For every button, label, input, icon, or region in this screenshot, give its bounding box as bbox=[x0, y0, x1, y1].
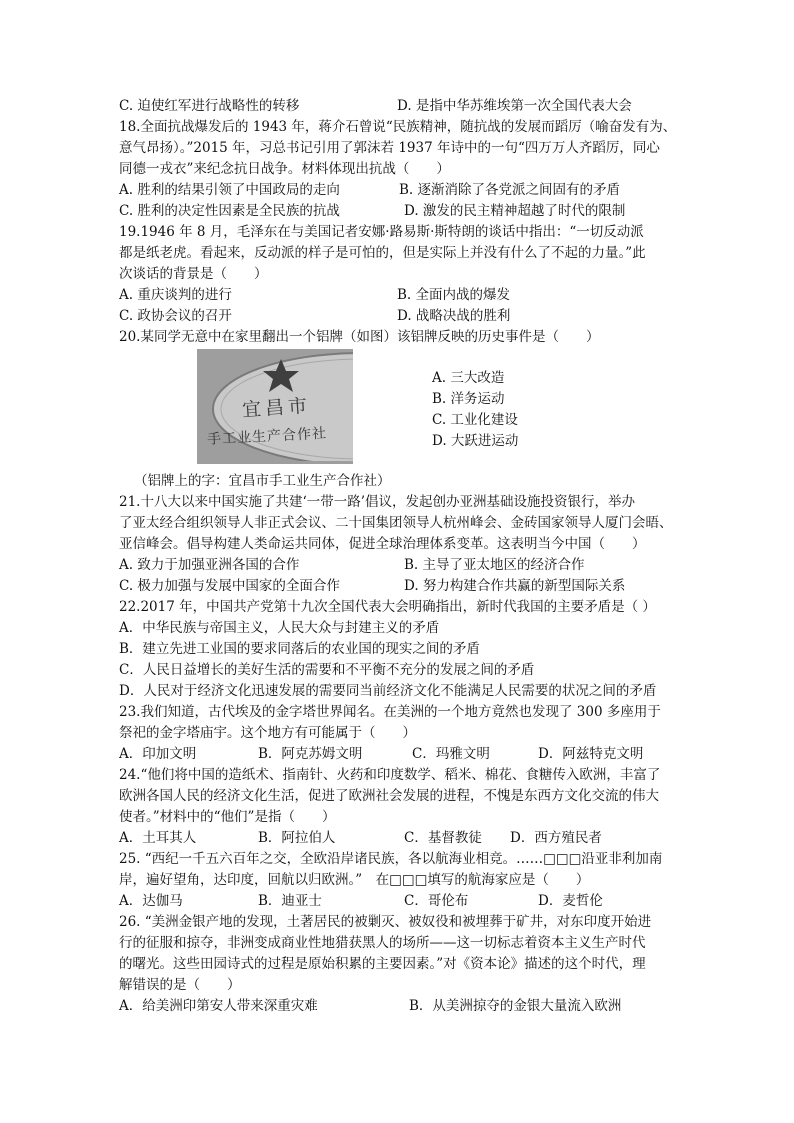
q21-stem-line: 亚信峰会。倡导构建人类命运共同体，促进全球治理体系变革。这表明当今中国（ ） bbox=[119, 536, 646, 552]
q25-option-a: A．达伽马 bbox=[119, 893, 183, 909]
q19-option-a: A. 重庆谈判的进行 bbox=[119, 287, 232, 303]
q23-option-a: A．印加文明 bbox=[119, 746, 197, 762]
q20-image-caption: （铝牌上的字：宜昌市手工业生产合作社） bbox=[134, 473, 391, 489]
q22-option-a: A．中华民族与帝国主义，人民大众与封建主义的矛盾 bbox=[119, 620, 440, 636]
q19-stem-line: 次谈话的背景是（ ） bbox=[119, 266, 268, 282]
q23-option-b: B．阿克苏姆文明 bbox=[258, 746, 363, 762]
q26-stem-line: 行的征服和掠夺，非洲变成商业性地猎获黑人的场所——这一切标志着资本主义生产时代 bbox=[119, 935, 646, 951]
q21-option-b: B. 主导了亚太地区的经济合作 bbox=[404, 557, 585, 573]
q21-option-d: D. 努力构建合作共赢的新型国际关系 bbox=[404, 578, 626, 594]
plate-inscription-line2: 手工业生产合作社 bbox=[206, 425, 328, 448]
q17-option-d: D. 是指中华苏维埃第一次全国代表大会 bbox=[397, 98, 632, 114]
q20-option-b: B. 洋务运动 bbox=[432, 391, 505, 407]
q25-stem-line: 25. “西纪一千五六百年之交，全欧沿岸诸民族，各以航海业相竞。……□□□沿亚非利加南 bbox=[119, 851, 663, 867]
q19-option-d: D. 战略决战的胜利 bbox=[397, 308, 511, 324]
q24-stem-line: 24.“他们将中国的造纸术、指南针、火药和印度数学、稻米、棉花、食糖传入欧洲，丰富了 bbox=[119, 767, 661, 783]
q21-stem-line: 21.十八大以来中国实施了共建‘一带一路’倡议，发起创办亚洲基础设施投资银行，举办 bbox=[119, 494, 636, 510]
q19-stem-line: 19.1946 年 8 月，毛泽东在与美国记者安娜·路易斯·斯特朗的谈话中指出：“一切反动派 bbox=[119, 224, 644, 240]
q25-option-c: C．哥伦布 bbox=[404, 893, 469, 909]
q26-option-a: A．给美洲印第安人带来深重灾难 bbox=[119, 998, 318, 1014]
q18-stem-line: 意气昂扬）。”2015 年，习总书记引用了郭沫若 1937 年诗中的一句“四万万人齐蹈厉，同心 bbox=[119, 140, 660, 156]
q23-option-c: C．玛雅文明 bbox=[412, 746, 490, 762]
q23-stem-line: 23.我们知道，古代埃及的金字塔世界闻名。在美洲的一个地方竟然也发现了 300 多座用于 bbox=[119, 704, 661, 720]
q23-option-d: D．阿兹特克文明 bbox=[538, 746, 644, 762]
q22-option-c: C．人民日益增长的美好生活的需要和不平衡不充分的发展之间的矛盾 bbox=[119, 662, 535, 678]
q19-stem-line: 都是纸老虎。看起来，反动派的样子是可怕的，但是实际上并没有什么了不起的力量。”此 bbox=[119, 245, 646, 261]
q21-stem-line: 了亚太经合组织领导人非正式会议、二十国集团领导人杭州峰会、金砖国家领导人厦门会晤、 bbox=[119, 515, 673, 531]
q22-option-b: B．建立先进工业国的要求同落后的农业国的现实之间的矛盾 bbox=[119, 641, 480, 657]
q24-option-b: B．阿拉伯人 bbox=[258, 830, 336, 846]
q20-option-d: D. 大跃进运动 bbox=[432, 433, 519, 449]
q25-option-b: B．迪亚士 bbox=[258, 893, 322, 909]
q24-stem-line: 欧洲各国人民的经济文化生活，促进了欧洲社会发展的进程，不愧是东西方文化交流的伟大 bbox=[119, 788, 659, 804]
q18-stem-line: 同德一戎衣”来纪念抗日战争。材料体现出抗战（ ） bbox=[119, 161, 450, 177]
q26-stem-line: 解错误的是（ ） bbox=[119, 977, 241, 993]
q22-stem-line: 22.2017 年，中国共产党第十九次全国代表大会明确指出，新时代我国的主要矛盾是（ ） bbox=[119, 599, 656, 615]
q18-option-a: A. 胜利的结果引领了中国政局的走向 bbox=[119, 182, 340, 198]
q24-option-c: C．基督教徒 bbox=[404, 830, 482, 846]
q19-option-c: C. 政协会议的召开 bbox=[119, 308, 232, 324]
q24-stem-line: 使者。”材料中的“他们”是指（ ） bbox=[119, 809, 336, 825]
q20-option-a: A. 三大改造 bbox=[432, 370, 505, 386]
q24-option-d: D．西方殖民者 bbox=[510, 830, 602, 846]
q18-option-d: D. 激发的民主精神超越了时代的限制 bbox=[404, 203, 626, 219]
q18-stem-line: 18.全面抗战爆发后的 1943 年，蒋介石曾说“民族精神，随抗战的发展而蹈厉（喻奋发有为、 bbox=[119, 119, 677, 135]
q25-option-d: D．麦哲伦 bbox=[538, 893, 603, 909]
q21-option-c: C. 极力加强与发展中国家的全面合作 bbox=[119, 578, 340, 594]
aluminum-plate-photo bbox=[197, 349, 353, 464]
q20-stem-line: 20.某同学无意中在家里翻出一个铝牌（如图）该铝牌反映的历史事件是（ ） bbox=[119, 329, 600, 345]
q18-option-c: C. 胜利的决定性因素是全民族的抗战 bbox=[119, 203, 340, 219]
q18-option-b: B. 逐渐消除了各党派之间固有的矛盾 bbox=[399, 182, 621, 198]
q26-stem-line: 的曙光。这些田园诗式的过程是原始积累的主要因素。”对《资本论》描述的这个时代，理 bbox=[119, 956, 646, 972]
q24-option-a: A．土耳其人 bbox=[119, 830, 197, 846]
q25-stem-line: 岸，遍好望角，达印度，回航以归欧洲。” 在□□□填写的航海家应是（ ） bbox=[119, 872, 590, 888]
q21-option-a: A. 致力于加强亚洲各国的合作 bbox=[119, 557, 300, 573]
q26-stem-line: 26. “美洲金银产地的发现，土著居民的被剿灭、被奴役和被埋葬于矿井，对东印度开始进 bbox=[119, 914, 652, 930]
q17-option-c: C. 迫使红军进行战略性的转移 bbox=[119, 98, 300, 114]
q19-option-b: B. 全面内战的爆发 bbox=[397, 287, 511, 303]
q22-option-d: D．人民对于经济文化迅速发展的需要同当前经济文化不能满足人民需要的状况之间的矛盾 bbox=[119, 683, 657, 699]
q23-stem-line: 祭祀的金字塔庙宇。这个地方有可能属于（ ） bbox=[119, 725, 416, 741]
plate-inscription-line1: 宜昌市 bbox=[241, 394, 312, 422]
q26-option-b: B．从美洲掠夺的金银大量流入欧洲 bbox=[409, 998, 622, 1014]
q20-option-c: C. 工业化建设 bbox=[432, 412, 518, 428]
